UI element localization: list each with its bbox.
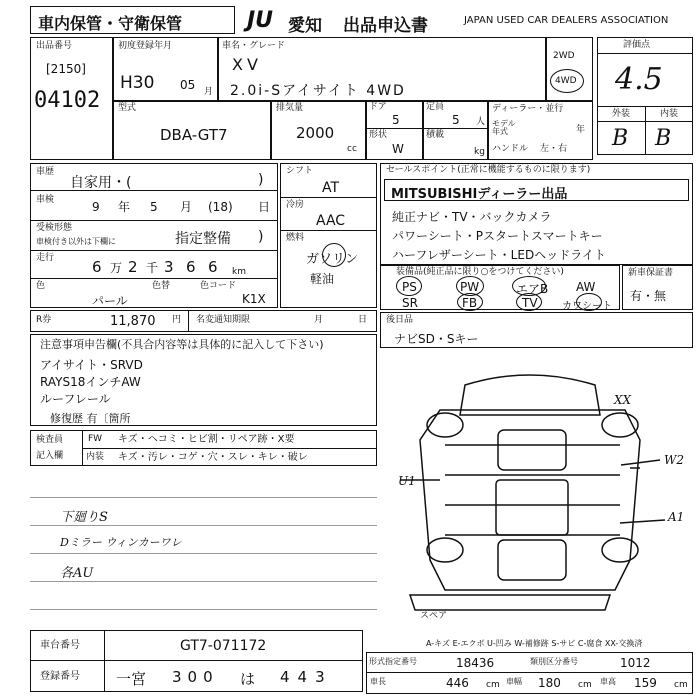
storage-badge: 車内保管・守衛保管 xyxy=(38,14,183,33)
model-label: 車名・グレード xyxy=(222,41,286,51)
type-value: DBA-GT7 xyxy=(160,126,228,144)
plate-kana: は xyxy=(240,670,256,688)
mileage-d3: 6 xyxy=(186,258,196,276)
handle-value: 左・右 xyxy=(540,144,568,154)
spec-wid-unit: cm xyxy=(578,680,592,690)
circle-tv xyxy=(516,293,542,311)
spec-len-unit: cm xyxy=(486,680,500,690)
inspector-label-2: 記入欄 xyxy=(36,451,64,461)
fuel-gas: ガソリン xyxy=(306,252,359,267)
inspect-type-close: ) xyxy=(258,229,264,245)
recycle-amount: 11,870 xyxy=(110,314,156,329)
inspection-month: 5 xyxy=(150,200,158,214)
mileage-d1: 千 xyxy=(146,261,159,275)
inspection-month-unit: 月 xyxy=(180,200,193,214)
inspection-day-unit: 日 xyxy=(258,200,271,214)
warranty-value: 有・無 xyxy=(630,289,667,303)
int-label: 内装 xyxy=(660,109,679,119)
equip-sr: SR xyxy=(402,296,418,310)
form-title: 出品申込書 xyxy=(343,16,428,36)
grade-label: 評価点 xyxy=(623,40,651,50)
int-grade: B xyxy=(655,126,672,151)
capacity-label: 定員 xyxy=(426,102,445,112)
lot-number: 04102 xyxy=(34,88,101,113)
inspection-year-unit: 年 xyxy=(118,200,131,214)
spec-hgt-value: 159 xyxy=(634,676,657,690)
model-grade: 2.0i-Sアイサイト 4WD xyxy=(230,83,406,99)
ext-label: 外装 xyxy=(612,109,631,119)
load-label: 積載 xyxy=(426,130,445,140)
selling-line-1: 純正ナビ・TV・バックカメラ xyxy=(392,210,552,224)
fuel-gas-circle xyxy=(322,243,346,267)
capacity-unit: 人 xyxy=(476,117,486,127)
spec-len-label: 車長 xyxy=(370,677,386,686)
spare-label: スペア xyxy=(420,611,448,621)
plate-number: 443 xyxy=(280,668,333,686)
first-reg-month-unit: 月 xyxy=(204,87,214,97)
mileage-man-unit: 万 xyxy=(110,261,123,275)
plate-region: 一宮 xyxy=(116,670,147,688)
circle-fb xyxy=(457,293,483,311)
selling-line-2: パワーシート・Pスタートスマートキー xyxy=(392,229,603,243)
model-name: XV xyxy=(232,55,262,74)
deadline-month: 月 xyxy=(314,315,324,325)
warranty-label: 新車保証書 xyxy=(628,268,674,278)
recycle-unit: 円 xyxy=(172,315,182,325)
equip-airbag: エアB xyxy=(516,282,549,296)
drive-2wd: 2WD xyxy=(553,51,575,61)
doors-value: 5 xyxy=(392,113,400,127)
spec-type-value: 18436 xyxy=(456,656,495,670)
color-label: 色 xyxy=(36,281,46,291)
equip-pw: PW xyxy=(460,280,480,294)
drive-4wd-circle xyxy=(550,69,584,93)
mileage-man: 6 xyxy=(92,258,102,276)
logo-region: 愛知 xyxy=(288,16,322,36)
spec-hgt-label: 車高 xyxy=(600,677,616,686)
spec-wid-value: 180 xyxy=(538,676,561,690)
inspector-label-1: 検査員 xyxy=(36,435,64,445)
mark-w2: W2 xyxy=(664,453,684,467)
displacement-unit: cc xyxy=(347,144,357,154)
equipment-label: 装備品(純正品に限り○をつけてください) xyxy=(396,267,564,277)
inspect-type-value: 指定整備 xyxy=(175,231,231,247)
circle-leather xyxy=(576,293,602,311)
mileage-d2: 3 xyxy=(164,258,174,276)
selling-headline: MITSUBISHIディーラー出品 xyxy=(391,187,568,202)
inspection-day: (18) xyxy=(208,200,233,214)
ext-grade: B xyxy=(612,126,629,151)
aircon-value: AAC xyxy=(316,213,346,229)
circle-ps xyxy=(396,276,422,296)
lot-label: 出品番号 xyxy=(36,41,73,51)
mileage-unit: km xyxy=(232,267,246,277)
drive-4wd: 4WD xyxy=(555,76,577,86)
fw-items: キズ・ヘコミ・ヒビ割・リペア跡・X要 xyxy=(118,434,295,445)
mileage-label: 走行 xyxy=(36,253,55,263)
mark-u1: U1 xyxy=(398,474,416,488)
equip-ps: PS xyxy=(402,280,417,294)
type-label: 型式 xyxy=(118,103,137,113)
hand-note-1: 下廻りS xyxy=(60,510,108,525)
fw-label: FW xyxy=(88,434,103,444)
grade-score: 4.5 xyxy=(615,62,663,97)
aircon-label: 冷房 xyxy=(286,200,305,210)
inspect-type-label: 受検形態 xyxy=(36,223,73,233)
hand-note-2: Dミラー ウィンカーワレ xyxy=(60,536,182,549)
capacity-value: 5 xyxy=(452,113,460,127)
int-items: キズ・汚レ・コゲ・穴・スレ・キレ・破レ xyxy=(118,452,308,463)
load-unit: kg xyxy=(474,147,485,157)
displacement-label: 排気量 xyxy=(276,103,304,113)
chassis-label: 車台番号 xyxy=(40,640,80,651)
mileage-d4: 6 xyxy=(208,258,218,276)
color-value: パール xyxy=(92,294,128,308)
fuel-diesel: 軽油 xyxy=(310,272,335,286)
fuel-label: 燃料 xyxy=(286,233,305,243)
first-reg-year: H30 xyxy=(120,73,155,93)
shift-label: シフト xyxy=(286,166,314,176)
shift-value: AT xyxy=(322,180,340,196)
lot-sub: [2150] xyxy=(46,62,86,76)
spec-hgt-unit: cm xyxy=(674,680,688,690)
spec-class-label: 類別区分番号 xyxy=(530,657,578,666)
color-code: K1X xyxy=(242,292,266,306)
color-change-label: 色替 xyxy=(152,281,171,291)
notes-label: 注意事項申告欄(不具合内容等は具体的に記入して下さい) xyxy=(40,338,324,351)
rear-label: 後日品 xyxy=(386,315,414,325)
first-reg-month: 05 xyxy=(180,78,196,92)
spec-wid-label: 車幅 xyxy=(506,677,522,686)
mark-xx: XX xyxy=(614,393,632,407)
notes-line-2: RAYS18インチAW xyxy=(40,375,141,389)
plate-label: 登録番号 xyxy=(40,671,80,682)
spec-type-label: 形式指定番号 xyxy=(369,657,417,666)
chassis-value: GT7-071172 xyxy=(180,638,267,654)
damage-legend: A-キズ E-エクボ U-凹み W-補修跡 S-サビ C-腐食 XX-交換済 xyxy=(426,639,643,648)
spec-len-value: 446 xyxy=(446,676,469,690)
first-reg-label: 初度登録年月 xyxy=(118,41,173,51)
spec-class-value: 1012 xyxy=(620,656,651,670)
deadline-day: 日 xyxy=(358,315,368,325)
color-code-label: 色コード xyxy=(200,281,237,291)
handle-label: ハンドル xyxy=(492,144,529,154)
hand-note-3: 各AU xyxy=(60,566,94,581)
notes-line-1: アイサイト・SRVD xyxy=(40,358,143,372)
model-year-unit: 年 xyxy=(576,125,586,135)
ju-logo: JU xyxy=(247,8,274,33)
dealer-label: ディーラー・並行 xyxy=(492,104,564,114)
selling-line-3: ハーフレザーシート・LEDヘッドライト xyxy=(392,248,606,262)
rear-value: ナビSD・Sキー xyxy=(394,332,479,346)
equip-leather: カワシート xyxy=(562,301,612,312)
form-title-en: JAPAN USED CAR DEALERS ASSOCIATION xyxy=(464,15,669,26)
mileage-d0: 2 xyxy=(128,258,138,276)
displacement-value: 2000 xyxy=(296,124,335,142)
shape-value: W xyxy=(392,142,404,156)
notes-line-3: ルーフレール xyxy=(40,392,111,406)
equip-tv: TV xyxy=(522,296,538,310)
doors-label: ドア xyxy=(369,102,387,112)
inspection-label: 車検 xyxy=(36,195,55,205)
mark-a1: A1 xyxy=(668,510,685,524)
recycle-label: R券 xyxy=(36,315,52,325)
equip-aw: AW xyxy=(576,280,596,294)
inspection-year: 9 xyxy=(92,200,100,214)
history-close: ) xyxy=(258,172,264,188)
inspect-type-sublabel: 車検付き以外は下欄に xyxy=(36,237,116,246)
int-items-label: 内装 xyxy=(86,452,105,462)
shape-label: 形状 xyxy=(369,130,388,140)
equip-fb: FB xyxy=(462,296,478,310)
selling-points-label: セールスポイント(正常に機能するものに限ります) xyxy=(386,165,591,175)
history-label: 車歴 xyxy=(36,167,55,177)
deadline-label: 名変通知期限 xyxy=(196,315,251,325)
model-year-label: モデル年式 xyxy=(492,119,516,136)
plate-class: 300 xyxy=(172,668,219,686)
notes-repair: 修復歴 有〔箇所 xyxy=(50,412,131,425)
history-value: 自家用・( xyxy=(70,175,132,191)
